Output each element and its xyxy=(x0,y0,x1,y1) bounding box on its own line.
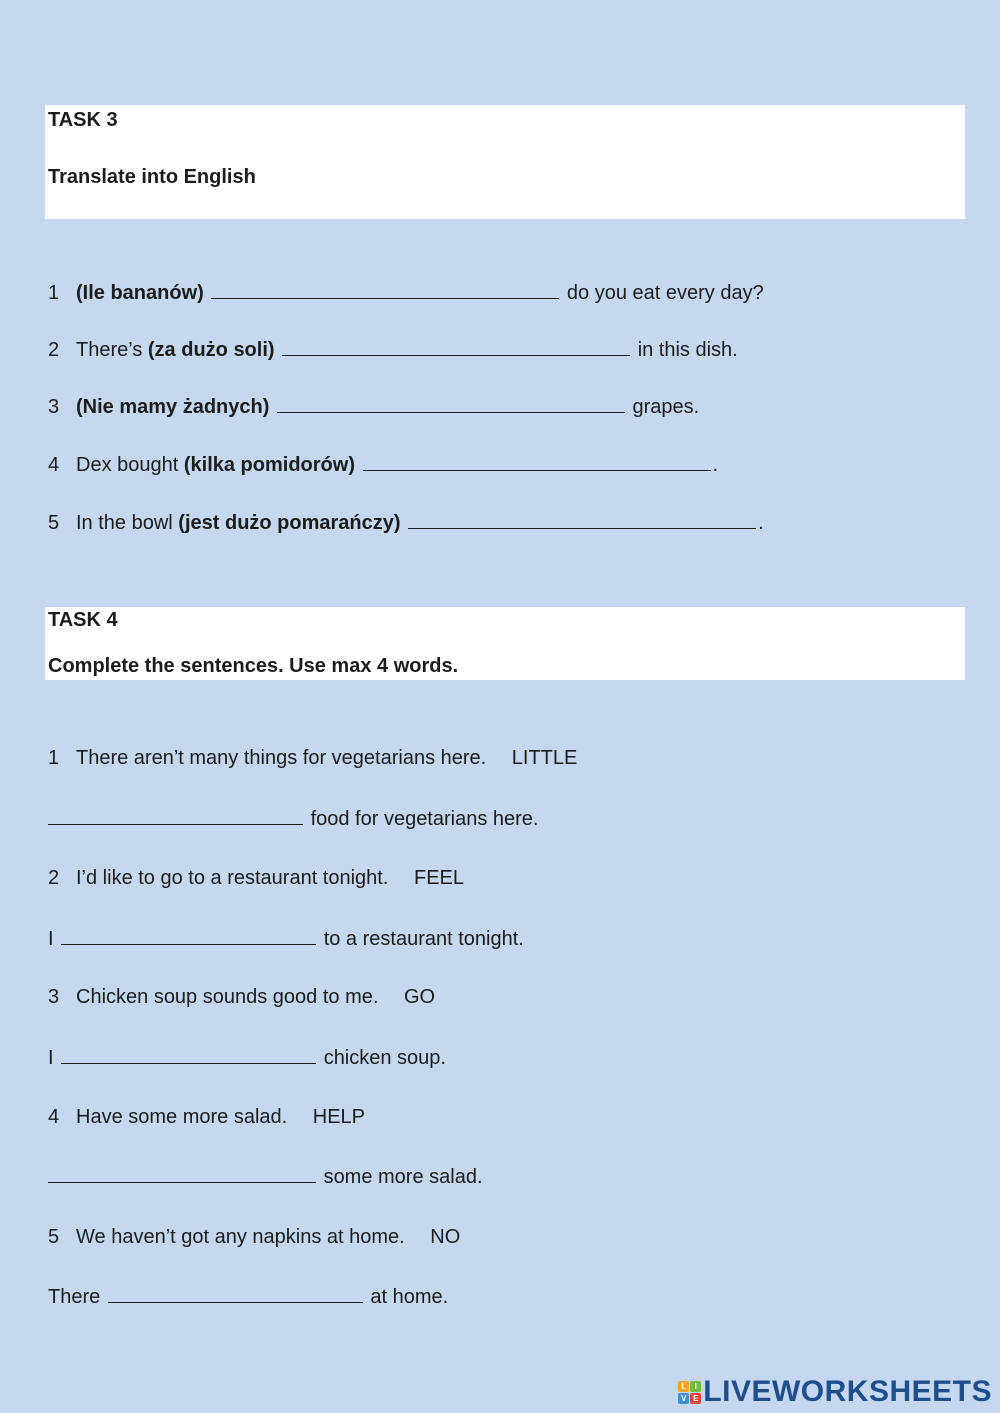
item-number: 5 xyxy=(48,512,60,534)
item-number: 4 xyxy=(48,454,60,476)
item-text: Dex bought xyxy=(76,454,179,476)
item-number: 3 xyxy=(48,986,60,1008)
task3-item-3 xyxy=(48,394,699,419)
item-sentence: There aren’t many things for vegetarians here. xyxy=(76,747,487,769)
task4-heading: TASK 4 xyxy=(48,609,118,631)
item-keyword: HELP xyxy=(312,1106,366,1128)
item-answer-text: to a restaurant tonight. xyxy=(323,928,524,950)
item-answer-text: food for vegetarians here. xyxy=(310,808,539,830)
task4-item-1-answer xyxy=(48,806,538,831)
logo-mark-letter: V xyxy=(678,1393,689,1404)
logo-text: LIVEWORKSHEETS xyxy=(703,1375,992,1408)
item-number: 5 xyxy=(48,1226,60,1248)
answer-blank[interactable] xyxy=(48,806,303,825)
task4-item-3-answer xyxy=(48,1045,446,1070)
answer-blank[interactable] xyxy=(61,1045,316,1064)
task4-item-1-sentence xyxy=(48,746,577,770)
answer-blank[interactable] xyxy=(108,1284,363,1303)
task3-item-2 xyxy=(48,337,738,362)
item-answer-text: There xyxy=(48,1286,101,1308)
task3-item-4 xyxy=(48,452,718,477)
item-number: 2 xyxy=(48,867,60,889)
item-prompt: (Ile bananów) xyxy=(76,282,204,304)
task4-instruction: Complete the sentences. Use max 4 words. xyxy=(48,655,459,677)
task4-item-5-answer xyxy=(48,1284,448,1309)
task3-instruction: Translate into English xyxy=(48,166,256,188)
item-keyword: NO xyxy=(430,1226,461,1248)
item-keyword: LITTLE xyxy=(511,747,578,769)
task3-item-1 xyxy=(48,280,764,305)
answer-blank[interactable] xyxy=(48,1164,316,1183)
task4-item-4-answer xyxy=(48,1164,483,1189)
item-answer-text: chicken soup. xyxy=(323,1047,446,1069)
item-sentence: I’d like to go to a restaurant tonight. xyxy=(76,867,389,889)
answer-blank[interactable] xyxy=(408,510,756,529)
item-number: 4 xyxy=(48,1106,60,1128)
task4-item-3-sentence xyxy=(48,985,435,1009)
item-text: grapes. xyxy=(632,396,700,418)
task3-header-box xyxy=(45,105,965,219)
item-keyword: FEEL xyxy=(413,867,465,889)
item-number: 2 xyxy=(48,339,60,361)
task3-heading: TASK 3 xyxy=(48,109,118,131)
item-text: . xyxy=(712,454,719,476)
answer-blank[interactable] xyxy=(363,452,711,471)
logo-mark-letter: E xyxy=(690,1393,701,1404)
answer-blank[interactable] xyxy=(277,394,625,413)
item-answer-text: I xyxy=(48,1047,54,1069)
item-number: 1 xyxy=(48,282,60,304)
item-number: 3 xyxy=(48,396,60,418)
item-answer-text: at home. xyxy=(370,1286,449,1308)
item-sentence: We haven’t got any napkins at home. xyxy=(76,1226,405,1248)
answer-blank[interactable] xyxy=(282,337,630,356)
item-text: There’s xyxy=(76,339,143,361)
item-answer-text: I xyxy=(48,928,54,950)
task4-header-box xyxy=(45,607,965,680)
item-sentence: Chicken soup sounds good to me. xyxy=(76,986,379,1008)
answer-blank[interactable] xyxy=(211,280,559,299)
task4-item-4-sentence xyxy=(48,1105,365,1129)
task4-item-2-answer xyxy=(48,926,524,951)
item-prompt: (jest dużo pomarańczy) xyxy=(178,512,401,534)
item-prompt: (Nie mamy żadnych) xyxy=(76,396,270,418)
item-answer-text: some more salad. xyxy=(323,1166,483,1188)
item-prompt: (kilka pomidorów) xyxy=(183,454,355,476)
task4-item-2-sentence xyxy=(48,866,464,890)
answer-blank[interactable] xyxy=(61,926,316,945)
item-text: in this dish. xyxy=(637,339,738,361)
logo-mark-letter: I xyxy=(690,1381,701,1392)
item-text: . xyxy=(758,512,764,534)
task3-item-5 xyxy=(48,510,764,535)
item-number: 1 xyxy=(48,747,60,769)
item-prompt: (za dużo soli) xyxy=(147,339,275,361)
logo-mark-icon xyxy=(678,1381,701,1404)
item-text: do you eat every day? xyxy=(566,282,764,304)
item-text: In the bowl xyxy=(76,512,173,534)
liveworksheets-logo xyxy=(678,1375,992,1409)
item-keyword: GO xyxy=(403,986,436,1008)
item-sentence: Have some more salad. xyxy=(76,1106,288,1128)
logo-mark-letter: L xyxy=(678,1381,689,1392)
task4-item-5-sentence xyxy=(48,1225,460,1249)
